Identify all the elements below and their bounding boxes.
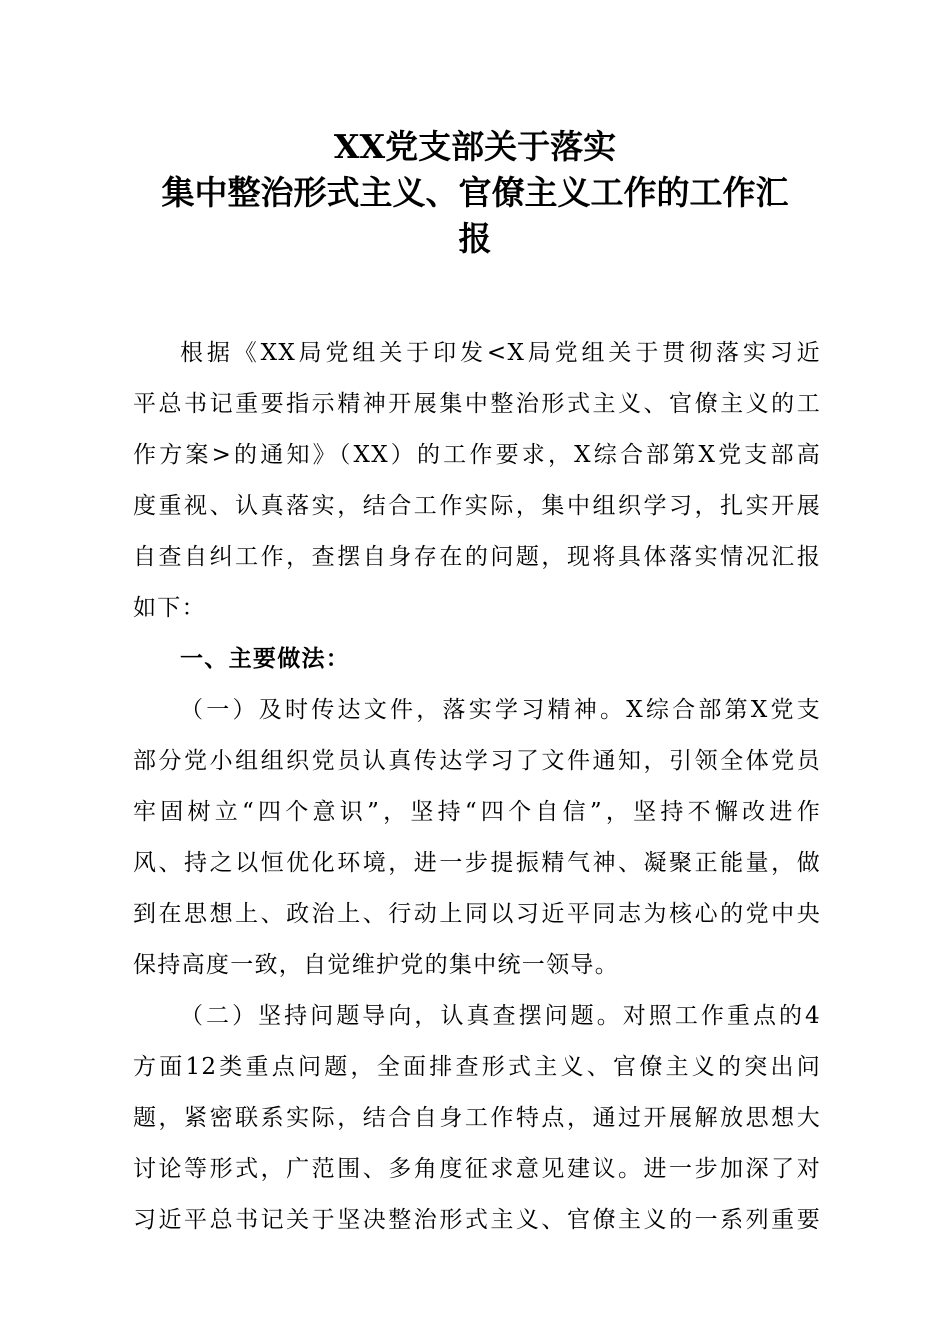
document-body [133, 328, 821, 1246]
text-line: （一）及时传达文件，落实学习精神。X综合部第X党支 [180, 697, 821, 723]
text-line: 保持高度一致，自觉维护党的集中统一领导。 [133, 952, 619, 978]
text-line: 平总书记重要指示精神开展集中整治形式主义、官僚主义的工 [133, 391, 821, 417]
title-line-2: 集中整治形式主义、官僚主义工作的工作汇 [161, 173, 789, 212]
text-line: 作方案>的通知》（XX）的工作要求，X综合部第X党支部高 [133, 442, 821, 468]
text-line: 部分党小组组织党员认真传达学习了文件通知，引领全体党员 [133, 748, 821, 774]
paragraph-item-2 [133, 991, 821, 1246]
document-title [120, 124, 830, 262]
text-line: 讨论等形式，广范围、多角度征求意见建议。进一步加深了对 [133, 1156, 821, 1182]
text-line: 风、持之以恒优化环境，进一步提振精气神、凝聚正能量，做 [133, 850, 821, 876]
text-line: 如下： [133, 595, 206, 621]
paragraph-intro [133, 328, 821, 634]
title-line-1: XX党支部关于落实 [333, 127, 617, 166]
title-line-3: 报 [458, 219, 492, 258]
text-line: 到在思想上、政治上、行动上同以习近平同志为核心的党中央 [133, 901, 821, 927]
text-line: （二）坚持问题导向，认真查摆问题。对照工作重点的4 [180, 1003, 821, 1029]
paragraph-item-1 [133, 685, 821, 991]
text-line: 方面12类重点问题，全面排查形式主义、官僚主义的突出问 [133, 1054, 821, 1080]
section-heading: 一、主要做法： [180, 646, 351, 672]
text-line: 牢固树立“四个意识”，坚持“四个自信”，坚持不懈改进作 [133, 799, 821, 825]
text-line: 度重视、认真落实，结合工作实际，集中组织学习，扎实开展 [133, 493, 821, 519]
text-line: 根据《XX局党组关于印发<X局党组关于贯彻落实习近 [180, 340, 821, 366]
text-line: 自查自纠工作，查摆自身存在的问题，现将具体落实情况汇报 [133, 544, 821, 570]
text-line: 习近平总书记关于坚决整治形式主义、官僚主义的一系列重要 [133, 1207, 821, 1233]
text-line: 题，紧密联系实际，结合自身工作特点，通过开展解放思想大 [133, 1105, 821, 1131]
